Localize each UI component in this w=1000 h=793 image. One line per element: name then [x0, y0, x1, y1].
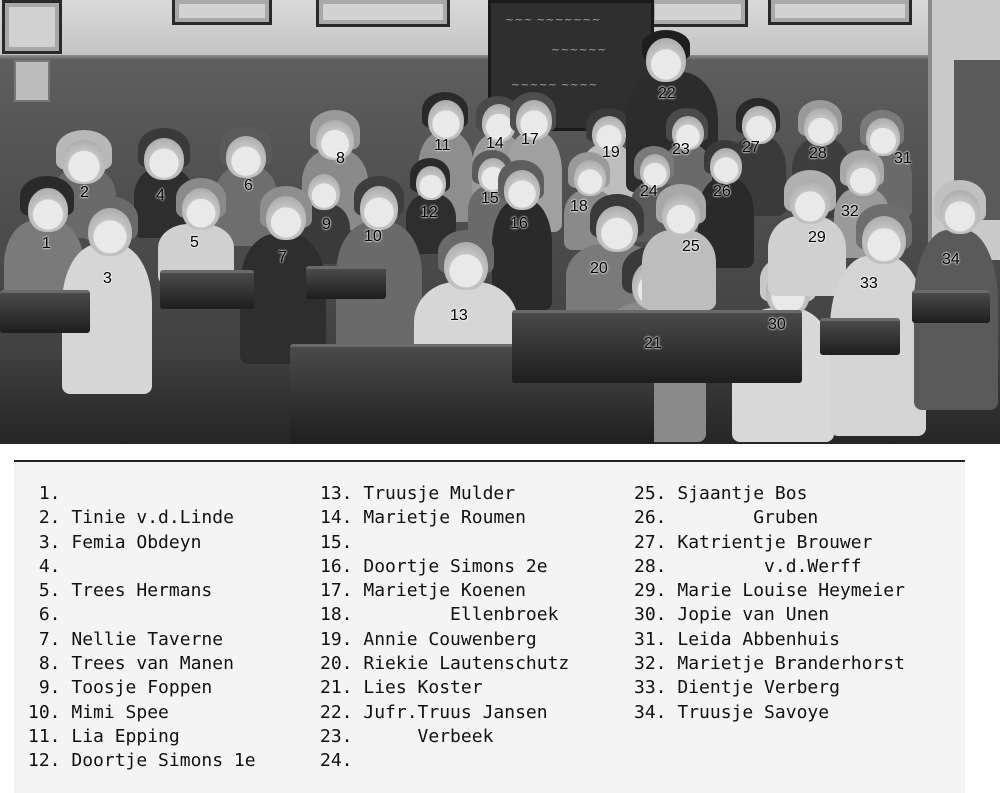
picture-frame — [172, 0, 272, 25]
pupil-number-32: 32 — [841, 203, 859, 220]
name-entry — [320, 531, 569, 555]
entry-name: Verbeek — [363, 725, 494, 747]
pupil-number-19: 19 — [602, 144, 620, 161]
name-entry — [320, 701, 569, 725]
entry-name: Toosje Foppen — [71, 677, 213, 699]
entry-name: Trees van Manen — [71, 653, 234, 675]
pupil-number-28: 28 — [809, 145, 827, 162]
entry-name: Tinie v.d.Linde — [71, 507, 234, 529]
entry-number: 15. — [320, 531, 353, 553]
name-entry — [28, 628, 256, 652]
pupil-number-34: 34 — [942, 251, 960, 268]
name-entry — [320, 628, 569, 652]
chalkboard: ~~~ ~~~~~~~ ~~~~~~ ~~~~~ ~~~~ — [488, 0, 654, 131]
entry-number: 31. — [634, 628, 667, 650]
entry-number: 11. — [28, 725, 61, 747]
entry-number: 6. — [28, 604, 61, 626]
entry-name: Trees Hermans — [71, 580, 213, 602]
pupil-number-21: 21 — [644, 335, 662, 352]
entry-number: 26. — [634, 507, 667, 529]
pupil-number-11: 11 — [434, 137, 451, 154]
wall-plaque — [14, 60, 50, 102]
name-entry — [28, 701, 256, 725]
entry-number: 12. — [28, 750, 61, 772]
entry-name: Sjaantje Bos — [677, 483, 808, 504]
name-column-2 — [320, 482, 569, 774]
pupil-number-1: 1 — [42, 235, 51, 252]
pupil-number-5: 5 — [190, 234, 199, 251]
entry-name: Lies Koster — [363, 677, 483, 699]
pupil-number-33: 33 — [860, 275, 878, 292]
name-entry — [28, 676, 256, 700]
school-desk — [306, 266, 386, 299]
entry-number: 14. — [320, 507, 353, 529]
entry-number: 2. — [28, 507, 61, 529]
name-entry — [28, 531, 256, 555]
pupil-number-20: 20 — [590, 260, 608, 277]
entry-name: Jopie van Unen — [677, 604, 830, 626]
entry-number: 13. — [320, 483, 353, 504]
entry-number: 20. — [320, 653, 353, 675]
entry-name: Dientje Verberg — [677, 677, 840, 699]
pupil-number-8: 8 — [336, 150, 345, 167]
name-entry — [28, 749, 256, 773]
entry-number: 24. — [320, 750, 353, 772]
name-entry — [634, 628, 905, 652]
name-entry — [28, 725, 256, 749]
name-entry — [634, 603, 905, 627]
entry-name: Nellie Taverne — [71, 628, 224, 650]
pupil-number-13: 13 — [450, 307, 468, 324]
entry-number: 30. — [634, 604, 667, 626]
pupil-number-24: 24 — [640, 183, 658, 200]
name-column-3 — [634, 482, 905, 725]
entry-number: 18. — [320, 604, 353, 626]
pupil-number-4: 4 — [156, 187, 165, 204]
entry-name: Marie Louise Heymeier — [677, 580, 905, 602]
name-entry — [634, 555, 905, 579]
name-entry — [320, 603, 569, 627]
pupil-number-23: 23 — [672, 141, 690, 158]
school-desk — [820, 318, 900, 355]
name-entry — [320, 652, 569, 676]
pupil-number-16: 16 — [510, 215, 528, 232]
entry-name: Femia Obdeyn — [71, 531, 202, 553]
name-entry — [634, 652, 905, 676]
entry-number: 28. — [634, 555, 667, 577]
name-entry — [320, 749, 569, 773]
name-entry — [634, 701, 905, 725]
picture-frame — [768, 0, 912, 25]
entry-number: 23. — [320, 725, 353, 747]
pupil-number-6: 6 — [244, 177, 253, 194]
pupil-number-18: 18 — [570, 198, 588, 215]
entry-name: v.d.Werff — [677, 555, 862, 577]
pupil-number-22: 22 — [658, 85, 676, 102]
pupil-number-14: 14 — [486, 135, 504, 152]
name-entry — [634, 579, 905, 603]
entry-name: Marietje Roumen — [363, 507, 526, 529]
entry-number: 29. — [634, 580, 667, 602]
name-entry — [320, 676, 569, 700]
pupil-number-10: 10 — [364, 228, 382, 245]
entry-number: 19. — [320, 628, 353, 650]
entry-number: 22. — [320, 701, 353, 723]
pupil-number-25: 25 — [682, 238, 700, 255]
name-entry — [320, 579, 569, 603]
pupil-number-2: 2 — [80, 184, 89, 201]
pupil-number-9: 9 — [322, 216, 331, 233]
pupil-number-15: 15 — [481, 190, 499, 207]
entry-name: Marietje Koenen — [363, 580, 526, 602]
entry-name: Katrientje Brouwer — [677, 531, 873, 553]
entry-name: Doortje Simons 1e — [71, 750, 256, 772]
name-entry — [320, 725, 569, 749]
picture-frame — [316, 0, 450, 27]
name-entry — [634, 482, 905, 506]
name-entry — [28, 579, 256, 603]
school-desk — [0, 290, 90, 333]
entry-number: 5. — [28, 580, 61, 602]
picture-frame — [648, 0, 748, 27]
entry-number: 34. — [634, 701, 667, 723]
name-entry — [320, 482, 569, 506]
entry-name: Annie Couwenberg — [363, 628, 537, 650]
name-entry — [28, 506, 256, 530]
name-entry — [634, 531, 905, 555]
picture-frame — [2, 0, 62, 54]
name-entry — [320, 555, 569, 579]
school-desk — [160, 270, 254, 309]
pupil-number-31: 31 — [894, 150, 912, 167]
name-entry — [634, 506, 905, 530]
pupil-number-26: 26 — [713, 183, 731, 200]
entry-name: Leida Abbenhuis — [677, 628, 840, 650]
entry-name: Truusje Mulder — [363, 483, 516, 504]
entry-number: 33. — [634, 677, 667, 699]
entry-number: 17. — [320, 580, 353, 602]
name-entry — [28, 482, 256, 506]
entry-number: 21. — [320, 677, 353, 699]
entry-name: Gruben — [677, 507, 819, 529]
entry-name: Doortje Simons 2e — [363, 555, 548, 577]
entry-number: 25. — [634, 483, 667, 504]
entry-name: Jufr.Truus Jansen — [363, 701, 548, 723]
entry-number: 16. — [320, 555, 353, 577]
pupil-number-27: 27 — [742, 139, 760, 156]
name-entry — [320, 506, 569, 530]
pupil-number-29: 29 — [808, 229, 826, 246]
entry-number: 10. — [28, 701, 61, 723]
pupil-number-17: 17 — [521, 131, 539, 148]
entry-number: 9. — [28, 677, 61, 699]
entry-number: 1. — [28, 483, 61, 504]
entry-number: 7. — [28, 628, 61, 650]
entry-name: Mimi Spee — [71, 701, 169, 723]
name-entry — [634, 676, 905, 700]
name-column-1 — [28, 482, 256, 774]
name-entry — [28, 652, 256, 676]
entry-number: 8. — [28, 653, 61, 675]
entry-name: Truusje Savoye — [677, 701, 830, 723]
pupil-number-3: 3 — [103, 270, 112, 287]
entry-name: Lia Epping — [71, 725, 180, 747]
entry-number: 32. — [634, 653, 667, 675]
name-list — [14, 460, 965, 793]
pupil-number-7: 7 — [278, 249, 287, 266]
entry-name: Marietje Branderhorst — [677, 653, 905, 675]
entry-number: 4. — [28, 555, 61, 577]
entry-number: 27. — [634, 531, 667, 553]
entry-number: 3. — [28, 531, 61, 553]
pupil-number-12: 12 — [420, 204, 438, 221]
name-entry — [28, 555, 256, 579]
pupil-number-30: 30 — [768, 316, 786, 333]
entry-name: Riekie Lautenschutz — [363, 653, 570, 675]
entry-name: Ellenbroek — [363, 604, 559, 626]
name-entry — [28, 603, 256, 627]
school-desk — [912, 290, 990, 323]
